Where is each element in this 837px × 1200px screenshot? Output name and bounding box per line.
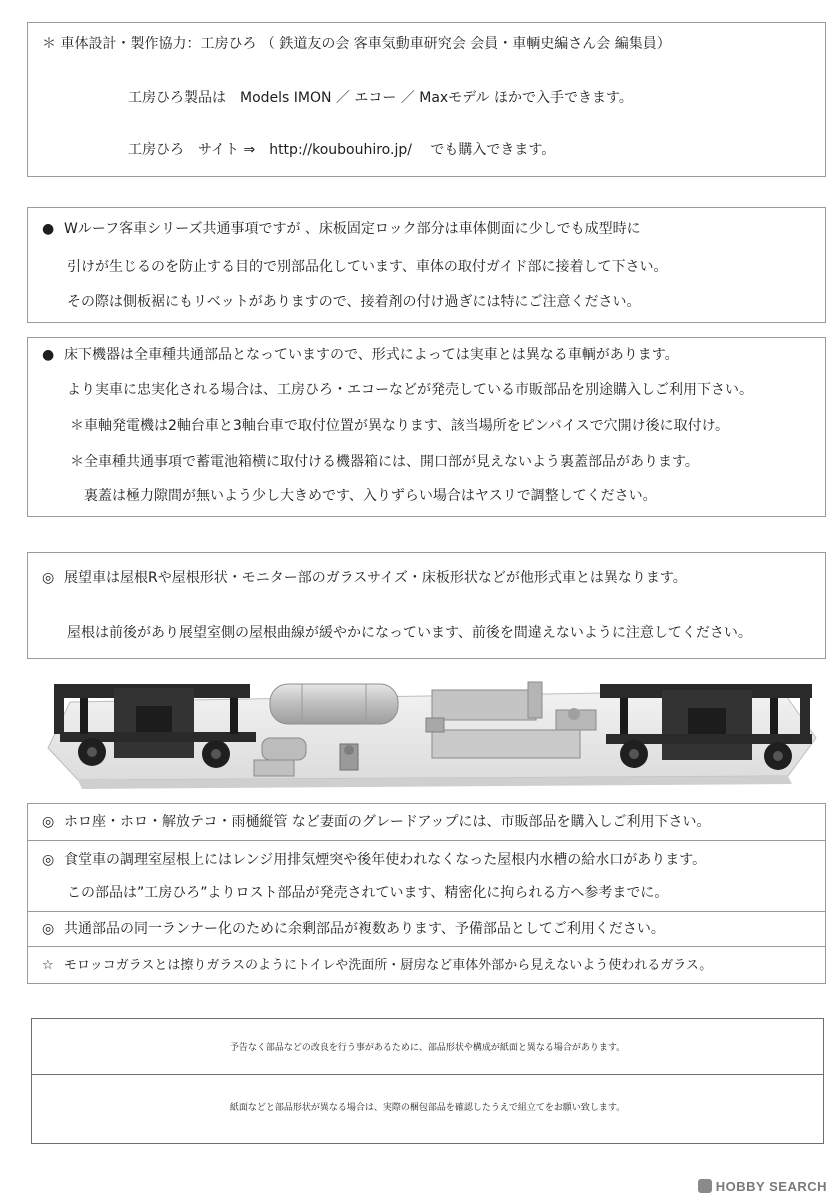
notes-item-4: [42, 957, 712, 975]
credits-line-2: 工房ひろ製品は Models IMON ／ エコー ／ Maxモデル ほかで入手できます。: [128, 90, 633, 106]
notes-box-4: [27, 946, 826, 984]
bullet-marker: ●: [42, 221, 55, 237]
water-tank: [270, 684, 398, 724]
bottom-notice-divider: [32, 1074, 823, 1075]
notice-1-text-1: Wルーフ客車シリーズ共通事項ですが 、床板固定ロック部分は車体側面に少しでも成型時に: [64, 221, 641, 237]
notice-box-3: [27, 552, 826, 659]
notes-item-2-line-2: この部品は”工房ひろ”よりロスト部品が発売されています、精密化に拘られる方へ参考までに。: [67, 885, 669, 901]
notice-2-line-1: [42, 346, 679, 364]
notice-2-text-1: 床下機器は全車種共通部品となっていますので、形式によっては実車とは異なる車輌があります。: [64, 347, 679, 363]
notice-2-line-5: 裏蓋は極力隙間が無いよう少し大きめです、入りずらい場合はヤスリで調整してください。: [84, 488, 657, 504]
notice-1-line-2: 引けが生じるのを防止する目的で別部品化しています、車体の取付ガイド部に接着して下さい。: [67, 259, 668, 275]
watermark-text: HOBBY SEARCH: [715, 1179, 827, 1194]
notes-item-3-text: 共通部品の同一ランナー化のために余剰部品が複数あります、予備部品としてご利用ください。: [64, 921, 665, 937]
double-circle-marker: ◎: [42, 814, 55, 830]
notes-item-3: [42, 920, 665, 938]
bottom-notice-line-1: 予告なく部品などの改良を行う事があるために、部品形状や構成が紙面と異なる場合があります。: [229, 1043, 626, 1053]
notes-box-2: [27, 840, 826, 912]
bullet-marker: ●: [42, 347, 55, 363]
underfloor-parts-photo: [40, 668, 820, 792]
notice-3-line-2: 屋根は前後があり展望室側の屋根曲線が緩やかになっています、前後を間違えないように注意してください。: [67, 625, 752, 641]
notes-item-1: [42, 813, 711, 831]
bottom-notice-line-2: 紙面などと部品形状が異なる場合は、実際の梱包部品を確認したうえで組立てをお願い致します。: [229, 1103, 626, 1113]
notice-3-text-1: 展望車は屋根Rや屋根形状・モニター部のガラスサイズ・床板形状などが他形式車とは異なります。: [64, 570, 687, 586]
notice-2-line-2: より実車に忠実化される場合は、工房ひろ・エコーなどが発売している市販部品を別途購入しご利用下さい。: [67, 382, 753, 398]
notes-item-2-text-1: 食堂車の調理室屋根上にはレンジ用排気煙突や後年使われなくなった屋根内水槽の給水口があります。: [64, 852, 707, 868]
notes-box-1: [27, 803, 826, 841]
hobby-search-watermark: [698, 1179, 827, 1194]
notice-2-line-4: ＊全車種共通事項で蓄電池箱横に取付ける機器箱には、開口部が見えないよう裏蓋部品があります。: [70, 454, 699, 470]
notice-2-line-3: ＊車軸発電機は2軸台車と3軸台車で取付位置が異なります、該当場所をピンバイスで穴開け後に取付け。: [70, 418, 730, 434]
notice-1-line-3: その際は側板裾にもリベットがありますので、接着剤の付け過ぎには特にご注意ください。: [67, 294, 641, 310]
notice-1-line-1: [42, 220, 641, 238]
axle-generator: [262, 738, 306, 760]
notice-box-2: [27, 337, 826, 517]
double-circle-marker: ◎: [42, 852, 55, 868]
double-circle-marker: ◎: [42, 921, 55, 937]
credits-line-3: 工房ひろ サイト ⇒ http://koubouhiro.jp/ でも購入できます。: [128, 142, 556, 158]
equipment-box: [432, 730, 580, 758]
notes-item-1-text: ホロ座・ホロ・解放テコ・雨樋縦管 など妻面のグレードアップには、市販部品を購入しご利用下さい。: [64, 814, 711, 830]
credits-box: [27, 22, 826, 177]
notice-box-1: [27, 207, 826, 323]
bottom-notice-box: [31, 1018, 824, 1144]
credits-line-1: ＊ 車体設計・製作協力：工房ひろ （ 鉄道友の会 客車気動車研究会 会員・車輌史編さん会 編集員）: [42, 36, 671, 52]
notes-item-2-line-1: [42, 851, 706, 869]
notice-3-line-1: [42, 569, 687, 587]
star-marker: ☆: [42, 958, 54, 973]
battery-box: [432, 690, 536, 720]
notes-item-4-text: モロッコガラスとは擦りガラスのようにトイレや洗面所・厨房など車体外部から見えないよう使われるガラス。: [64, 958, 713, 973]
notes-box-3: [27, 911, 826, 947]
hobby-search-logo-icon: [698, 1179, 712, 1193]
double-circle-marker: ◎: [42, 570, 55, 586]
